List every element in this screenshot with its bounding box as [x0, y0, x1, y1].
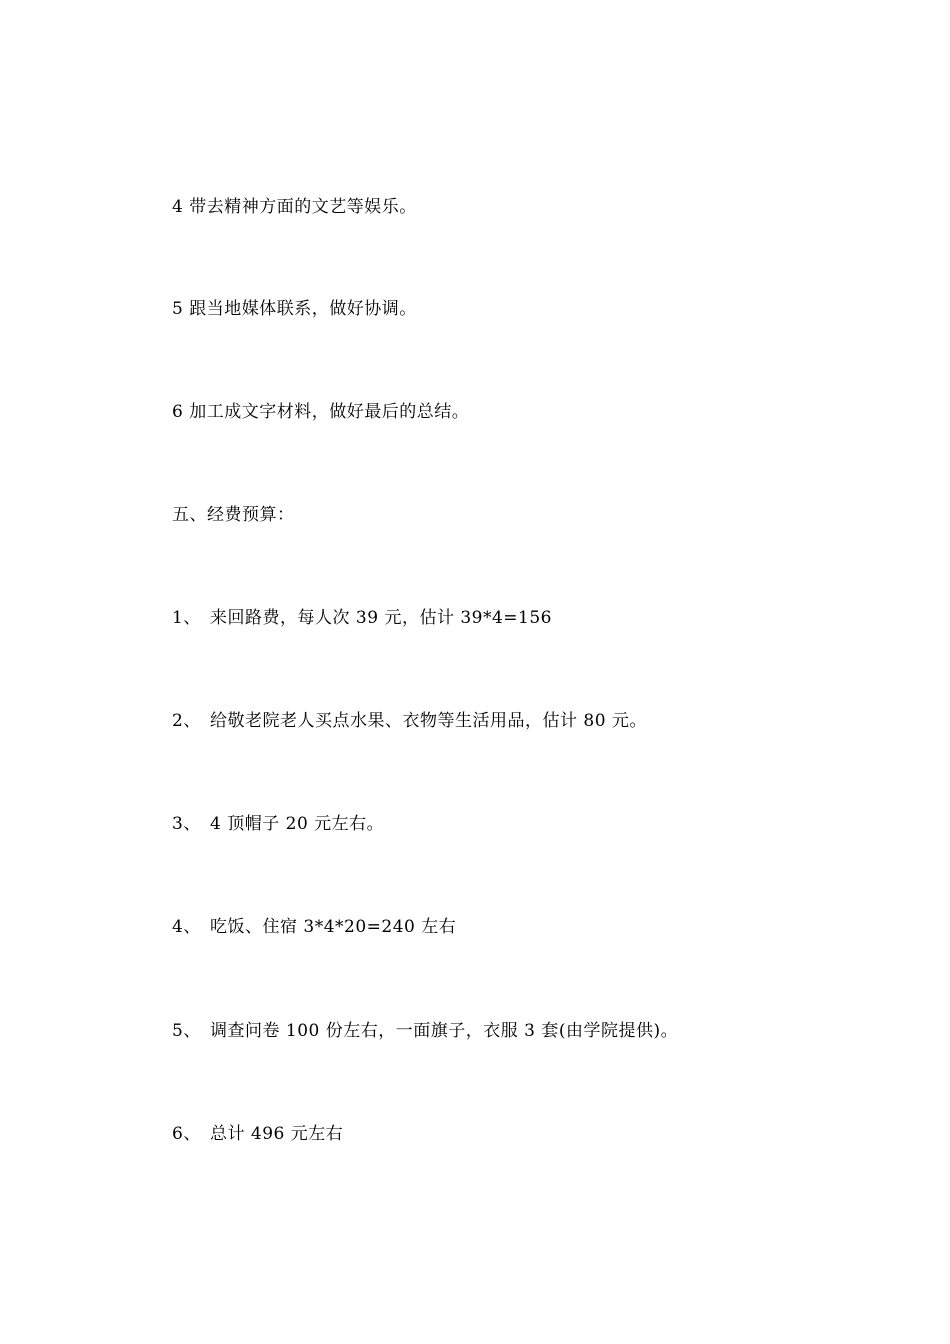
budget-item-6 — [172, 1123, 343, 1145]
budget-item-number: 4、 — [172, 917, 201, 937]
budget-item-number: 2、 — [172, 711, 201, 731]
budget-item-text: 4 顶帽子 20 元左右。 — [210, 814, 385, 834]
budget-item-number: 1、 — [172, 608, 201, 628]
budget-item-2 — [172, 710, 647, 732]
step-line-6: 6 加工成文字材料，做好最后的总结。 — [172, 402, 470, 422]
budget-item-number: 5、 — [172, 1021, 201, 1041]
budget-item-text: 总计 496 元左右 — [210, 1124, 344, 1144]
budget-item-1 — [172, 607, 552, 629]
step-line-5: 5 跟当地媒体联系，做好协调。 — [172, 299, 417, 319]
budget-item-number: 6、 — [172, 1124, 201, 1144]
budget-item-3 — [172, 813, 384, 835]
budget-item-text: 调查问卷 100 份左右，一面旗子，衣服 3 套(由学院提供)。 — [210, 1021, 679, 1041]
step-line-4: 4 带去精神方面的文艺等娱乐。 — [172, 197, 417, 217]
budget-item-number: 3、 — [172, 814, 201, 834]
budget-item-text: 吃饭、住宿 3*4*20=240 左右 — [210, 917, 457, 937]
budget-item-4 — [172, 916, 456, 938]
budget-item-text: 给敬老院老人买点水果、衣物等生活用品，估计 80 元。 — [210, 711, 647, 731]
budget-item-5 — [172, 1020, 678, 1042]
section-heading-budget: 五、经费预算： — [172, 505, 295, 525]
budget-item-text: 来回路费，每人次 39 元，估计 39*4=156 — [210, 608, 552, 628]
